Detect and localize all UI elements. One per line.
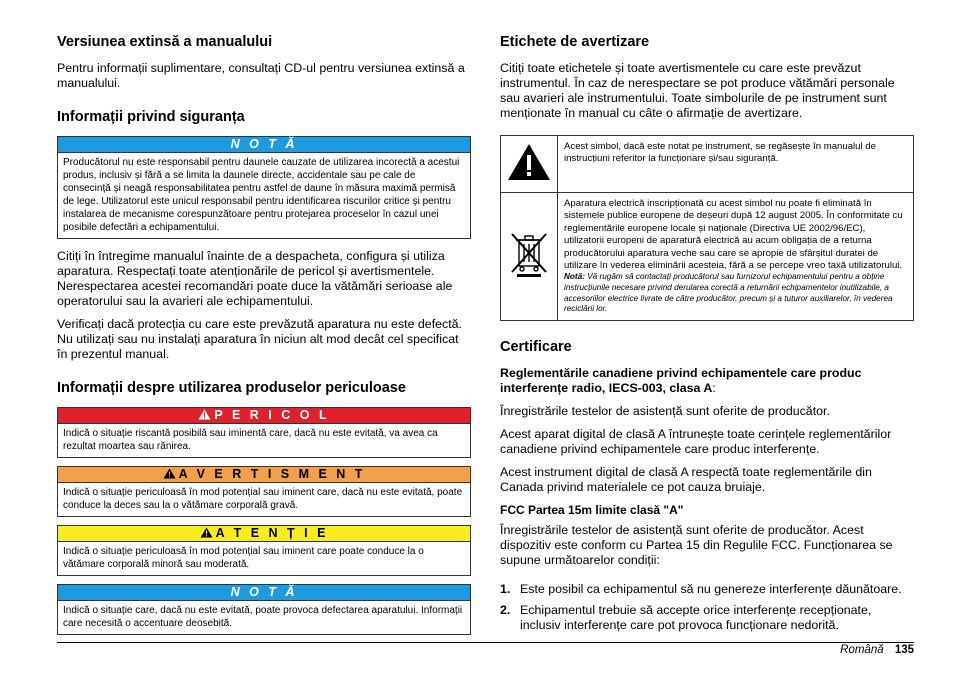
atentie-header bbox=[58, 526, 470, 542]
avertisment-header bbox=[58, 467, 470, 483]
weee-note-text: Vă rugăm să contactați producătorul sau furnizorul echipamentului pentru a obține instrucțiunile necesare privind derularea corectă a returnării echipamentelor inutilizabile, a accesoriilor electrice livrate de către producător, precum și a tuturor auxiliarelor, în vederea reciclării lor. bbox=[564, 272, 893, 314]
heading-fcc: FCC Partea 15m limite clasă "A" bbox=[500, 502, 684, 517]
nota-header-2: N O T Ă bbox=[58, 585, 470, 601]
heading-warning-labels: Etichete de avertizare bbox=[500, 34, 650, 50]
heading-extended-manual: Versiunea extinsă a manualului bbox=[57, 34, 273, 50]
pericol-label: P E R I C O L bbox=[214, 408, 330, 422]
conditions-list bbox=[500, 582, 914, 633]
list-item-number: 1. bbox=[500, 581, 511, 596]
canadian-regulations-title: Reglementările canadiene privind echipamentele care produc interferențe radio, IECS-003, clasa A bbox=[500, 365, 862, 395]
weee-paragraph: Aparatura electrică inscripționată cu acest simbol nu poate fi eliminată în sistemele publice europene de deșeuri după 12 august 2005. În conformitate cu reglementările europene locale și naționale (Directiva UE 2002/96/EC), utilizatorii europeni de aparatură electrică au acum obligația de a returna producătorului aparatura veche sau care se apropie de sfârșitul duratei de utilizare în vederea eliminării acesteia, fără a se percepe vreo taxă utilizatorului. bbox=[564, 198, 903, 272]
paragraph-fcc: Înregistrările testelor de asistență sunt oferite de producător. Acest dispozitiv este conform cu Partea 15 din Regulile FCC. Funcționarea se supune următoarelor condiții: bbox=[500, 522, 893, 567]
paragraph-warning-labels: Citiți toate etichetele și toate avertismentele cu care este prevăzut instrumentul. În caz de nerespectare se pot produce vătămări personale sau avarieri ale instrumentului. Toate simbolurile de pe instrument sunt menționate în manual cu câte o afirmație de avertizare. bbox=[500, 61, 895, 120]
paragraph-test-records-1: Înregistrările testelor de asistență sunt oferite de producător. bbox=[500, 403, 830, 418]
avertisment-label: A V E R T I S M E N T bbox=[178, 467, 366, 481]
atentie-body: Indică o situație periculoasă în mod potențial sau iminent care poate conduce la o vătămare corporală minoră sau moderată. bbox=[63, 546, 424, 570]
nota-box-1 bbox=[57, 136, 471, 239]
nota-box-2 bbox=[57, 584, 471, 635]
crossed-bin-icon bbox=[508, 230, 550, 278]
canadian-regulations-colon: : bbox=[712, 380, 716, 395]
symbol-cell-weee bbox=[501, 193, 558, 321]
weee-note bbox=[564, 272, 907, 314]
paragraph-class-a-canada-interference: Acest instrument digital de clasă A respectă toate reglementările din Canada privind materialele ce pot cauza bruiaje. bbox=[500, 464, 872, 494]
right-column bbox=[500, 34, 914, 639]
paragraph-read-manual: Citiți în întregime manualul înainte de a despacheta, configura și utiliza aparatura. Respectați toate atenționările de pericol și avertismentele. Nerespectarea acestei recomandări poate duce la vătămări serioase ale operatorului sau la avarieri ale echipamentului. bbox=[57, 249, 453, 308]
heading-hazard-info: Informații despre utilizarea produselor periculoase bbox=[57, 380, 406, 396]
symbol-table bbox=[500, 135, 914, 321]
atentie-box bbox=[57, 525, 471, 576]
warning-triangle-icon bbox=[200, 527, 213, 538]
list-item bbox=[500, 582, 914, 597]
atentie-label: A T E N Ț I E bbox=[215, 526, 329, 540]
footer-language: Română bbox=[840, 644, 884, 656]
symbol-cell-warning bbox=[501, 136, 558, 193]
pericol-body: Indică o situație riscantă posibilă sau iminentă care, dacă nu este evitată, va avea ca rezultat moartea sau rănirea. bbox=[63, 428, 438, 452]
page-footer bbox=[840, 644, 914, 656]
left-column bbox=[57, 34, 471, 643]
list-item-text: Este posibil ca echipamentul să nu genereze interferențe dăunătoare. bbox=[520, 581, 902, 596]
paragraph-check-protection: Verificați dacă protecția cu care este prevăzută aparatura nu este defectă. Nu utilizați sau nu instalați aparatura în niciun alt mod decât cel specificat în prezentul manual. bbox=[57, 317, 463, 361]
avertisment-body: Indică o situație periculoasă în mod potențial sau iminent care, dacă nu este evitată, poate conduce la deces sau la o vătămare corporală gravă. bbox=[63, 487, 463, 511]
pericol-box bbox=[57, 407, 471, 458]
footer-divider bbox=[57, 642, 914, 643]
weee-note-label: Notă: bbox=[564, 272, 585, 282]
symbol-text-warning: Acest simbol, dacă este notat pe instrument, se regăsește în manualul de instrucțiuni referitor la funcționare și/sau siguranță. bbox=[558, 136, 914, 193]
list-item-text: Echipamentul trebuie să accepte orice interferențe recepționate, inclusiv interferențe care pot provoca funcționare nedorită. bbox=[520, 602, 872, 632]
paragraph-class-a-canadian: Acest aparat digital de clasă A întrunește toate cerințele reglementărilor canadiene privind echipamentele care produc interferențe. bbox=[500, 426, 892, 456]
symbol-text-weee bbox=[558, 193, 914, 321]
list-item-number: 2. bbox=[500, 602, 511, 617]
warning-triangle-icon bbox=[506, 142, 552, 182]
pericol-header bbox=[58, 408, 470, 424]
paragraph-canadian-regulations bbox=[500, 366, 914, 396]
paragraph-extended-manual: Pentru informații suplimentare, consultați CD-ul pentru versiunea extinsă a manualului. bbox=[57, 61, 465, 90]
warning-triangle-icon bbox=[198, 409, 211, 420]
heading-certification: Certificare bbox=[500, 338, 572, 355]
heading-safety-info: Informații privind siguranța bbox=[57, 109, 245, 125]
list-item bbox=[500, 603, 914, 633]
nota-body-2: Indică o situație care, dacă nu este evitată, poate provoca defectarea aparatului. Informații care necesită o accentuare deosebită. bbox=[63, 605, 463, 629]
nota-header-1: N O T Ă bbox=[58, 137, 470, 153]
avertisment-box bbox=[57, 466, 471, 517]
nota-body-1: Producătorul nu este responsabil pentru daunele cauzate de utilizarea incorectă a acestui produs, inclusiv și fără a se limita la daunele directe, accidentale sau pe cale de consecință și neagă responsabilitatea pentru astfel de daune în măsura maximă permisă de lege. Utilizatorul este unicul responsabil pentru identificarea riscurilor critice și pentru instalarea de mecanisme corespunzătoare pentru protejarea proceselor în cazul unei posibile defectări a echipamentului. bbox=[63, 157, 460, 233]
symbol-row-warning bbox=[501, 136, 914, 193]
page-number: 135 bbox=[894, 644, 914, 656]
symbol-row-weee bbox=[501, 193, 914, 321]
warning-triangle-icon bbox=[163, 468, 176, 479]
